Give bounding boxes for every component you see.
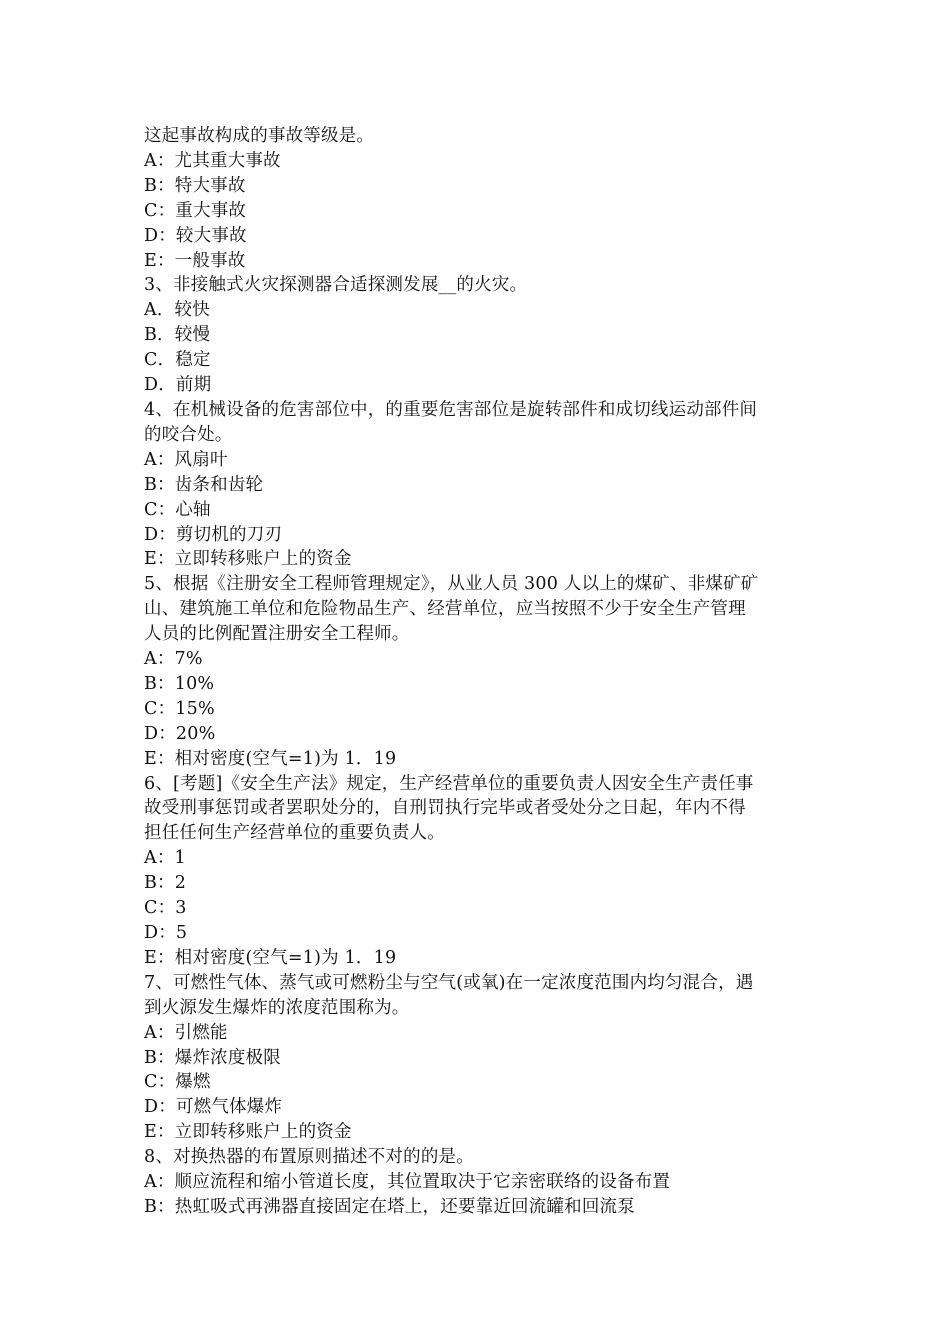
question-6-option-c: C：3 bbox=[144, 898, 187, 919]
question-2-option-c: C：重大事故 bbox=[144, 200, 247, 221]
question-2-option-d: D：较大事故 bbox=[144, 225, 247, 246]
question-3-option-a: A．较快 bbox=[144, 300, 210, 321]
question-5-stem-line-2: 山、建筑施工单位和危险物品生产、经营单位，应当按照不少于安全生产管理 bbox=[144, 599, 746, 620]
question-4-option-c: C：心轴 bbox=[144, 499, 211, 520]
question-5-option-d: D：20% bbox=[144, 723, 216, 744]
question-4-option-a: A：风扇叶 bbox=[144, 449, 228, 470]
question-2-option-a: A：尤其重大事故 bbox=[144, 150, 281, 171]
question-5-option-e: E：相对密度(空气=1)为 1．19 bbox=[144, 748, 397, 769]
question-8-stem: 8、对换热器的布置原则描述不对的的是。 bbox=[144, 1147, 474, 1168]
question-7-option-c: C：爆燃 bbox=[144, 1072, 211, 1093]
question-7-option-e: E：立即转移账户上的资金 bbox=[144, 1122, 352, 1143]
question-7-stem-line-1: 7、可燃性气体、蒸气或可燃粉尘与空气(或氧)在一定浓度范围内均匀混合，遇 bbox=[144, 972, 754, 993]
question-8-option-a: A：顺应流程和缩小管道长度，其位置取决于它亲密联络的设备布置 bbox=[144, 1172, 671, 1193]
question-5-option-b: B：10% bbox=[144, 673, 215, 694]
question-6-option-d: D：5 bbox=[144, 923, 188, 943]
question-6-stem-line-3: 担任任何生产经营单位的重要负责人。 bbox=[144, 823, 445, 844]
question-5-option-c: C：15% bbox=[144, 698, 215, 719]
question-7-option-b: B：爆炸浓度极限 bbox=[144, 1047, 281, 1068]
question-4-stem-line-2: 的咬合处。 bbox=[144, 424, 233, 445]
question-7-stem-line-2: 到火源发生爆炸的浓度范围称为。 bbox=[144, 997, 410, 1018]
question-6-stem-line-1: 6、[考题]《安全生产法》规定，生产经营单位的重要负责人因安全生产责任事 bbox=[144, 773, 754, 794]
question-7-option-d: D：可燃气体爆炸 bbox=[144, 1097, 283, 1118]
question-3-option-c: C．稳定 bbox=[144, 350, 211, 371]
document-body bbox=[144, 124, 812, 1220]
question-7-option-a: A：引燃能 bbox=[144, 1022, 228, 1043]
question-4-option-b: B：齿条和齿轮 bbox=[144, 474, 264, 495]
question-2-option-e: E：一般事故 bbox=[144, 250, 246, 271]
question-2-option-b: B：特大事故 bbox=[144, 175, 246, 196]
question-6-option-a: A：1 bbox=[144, 848, 186, 869]
question-3-option-b: B．较慢 bbox=[144, 325, 211, 346]
question-8-option-b: B：热虹吸式再沸器直接固定在塔上，还要靠近回流罐和回流泵 bbox=[144, 1196, 635, 1217]
question-6-option-b: B：2 bbox=[144, 873, 187, 894]
question-5-option-a: A：7% bbox=[144, 649, 203, 670]
question-4-option-e: E：立即转移账户上的资金 bbox=[144, 549, 352, 570]
question-6-option-e: E：相对密度(空气=1)为 1．19 bbox=[144, 947, 397, 968]
question-5-stem-line-1: 5、根据《注册安全工程师管理规定》，从业人员 300 人以上的煤矿、非煤矿矿 bbox=[144, 574, 759, 595]
question-3-option-d: D．前期 bbox=[144, 375, 212, 396]
question-3-stem: 3、非接触式火灾探测器合适探测发展__的火灾。 bbox=[144, 275, 528, 296]
question-6-stem-line-2: 故受刑事惩罚或者罢职处分的，自刑罚执行完毕或者受处分之日起，年内不得 bbox=[144, 798, 746, 819]
question-4-option-d: D：剪切机的刀刃 bbox=[144, 524, 283, 545]
question-2-stem: 这起事故构成的事故等级是。 bbox=[144, 126, 375, 146]
question-5-stem-line-3: 人员的比例配置注册安全工程师。 bbox=[144, 624, 410, 645]
question-4-stem-line-1: 4、在机械设备的危害部位中，的重要危害部位是旋转部件和成切线运动部件间 bbox=[144, 399, 758, 420]
